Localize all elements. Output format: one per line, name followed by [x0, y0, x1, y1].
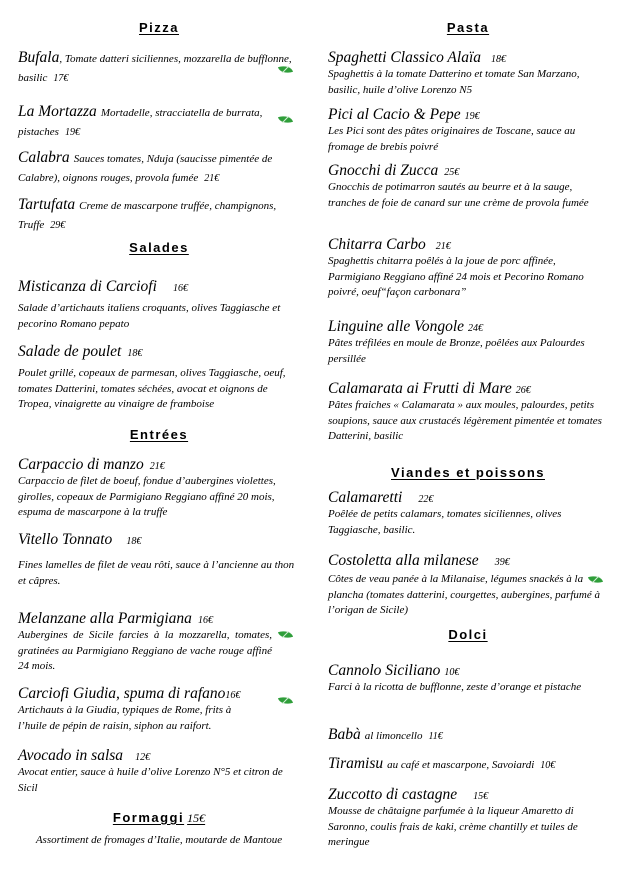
item-name: Calabra: [18, 149, 70, 166]
section-title-salades: Salades: [129, 240, 189, 255]
item-desc: Pâtes fraiches « Calamarata » aux moules, palourdes, petits soupions, sauce aux crustacés légèrement pimentée et tomates Datterini, basilic: [328, 399, 602, 442]
item-desc: Salade d’artichauts italiens croquants, olives Taggiasche et pecorino Romano pepato: [18, 302, 281, 330]
item-desc: Creme de mascarpone truffée, champignons, Truffe: [18, 200, 277, 231]
item-desc: Les Pici sont des pâtes originaires de Toscane, sauce au fromage de brebis poivré: [328, 125, 576, 153]
menu-item: [328, 785, 608, 851]
section-title-viandes: Viandes et poissons: [391, 465, 545, 480]
menu-item: [18, 455, 300, 521]
item-name: Carpaccio di manzo: [18, 456, 144, 473]
item-price: 12€: [135, 752, 151, 763]
item-price: 39€: [494, 557, 510, 568]
menu-item: [328, 317, 608, 367]
item-name: Spaghetti Classico Alaïa: [328, 49, 481, 66]
menu-item: [328, 754, 608, 773]
formaggi-title: Formaggi: [112, 810, 185, 825]
item-price: 16€: [172, 283, 188, 294]
menu-item: [328, 488, 608, 538]
menu-item: [18, 530, 300, 589]
item-name: Calamaretti: [328, 489, 403, 506]
item-name: Cannolo Siciliano: [328, 662, 441, 679]
item-price: 16€: [225, 690, 241, 701]
item-name: La Mortazza: [18, 103, 97, 120]
item-desc: Mortadelle, stracciatella de burrata, pistaches: [18, 107, 263, 138]
menu-item: [18, 102, 300, 140]
item-name: Misticanza di Carciofi: [18, 278, 157, 295]
item-price: 21€: [435, 241, 451, 252]
menu-item: [328, 661, 608, 696]
menu-item: [18, 277, 300, 332]
item-desc: Mousse de châtaigne parfumée à la liqueur Amaretto di Saronno, coulis frais de kaki, crème chantilly et tuiles de meringue: [328, 805, 578, 848]
item-desc: Spaghettis chitarra poêlés à la joue de porc affinée, Parmigiano Reggiano affiné 24 mois et Pecorino Romano poivré, oeuf“façon carbonara”: [328, 255, 584, 298]
section-title-dolci: Dolci: [448, 627, 488, 642]
menu-item: [328, 725, 608, 744]
section-title-formaggi: [18, 810, 300, 826]
item-desc: Artichauts à la Giudia, typiques de Rome, frits à l’huile de pépin de raisin, siphon au raifort.: [18, 704, 232, 732]
item-desc: Gnocchis de potimarron sautés au beurre et à la sauge, tranches de foie de canard sur une crème de provola fumée: [328, 181, 589, 209]
item-desc: Poêlée de petits calamars, tomates siciliennes, olives Taggiasche, basilic.: [328, 508, 562, 536]
menu-item: [328, 105, 608, 155]
item-name: Tiramisu: [328, 755, 384, 772]
section-title-entrees: Entrées: [129, 427, 189, 442]
menu-item: [328, 48, 608, 98]
item-name: Melanzane alla Parmigiana: [18, 610, 192, 627]
item-name: Babà: [328, 726, 361, 743]
item-name: Chitarra Carbo: [328, 236, 426, 253]
item-price: 29€: [50, 219, 66, 231]
item-price: 15€: [473, 791, 489, 802]
item-name: Bufala: [18, 49, 60, 66]
item-name: Tartufata: [18, 196, 76, 213]
item-desc: Fines lamelles de filet de veau rôti, sauce à l’ancienne au thon et câpres.: [18, 559, 295, 587]
item-name: Avocado in salsa: [18, 747, 124, 764]
item-desc: al limoncello: [364, 730, 423, 742]
menu-item: [328, 379, 608, 445]
item-price: 25€: [444, 167, 460, 178]
item-name: Costoletta alla milanese: [328, 552, 479, 569]
item-price: 26€: [515, 385, 531, 396]
item-desc: Spaghettis à la tomate Datterino et tomate San Marzano, basilic, huile d’olive Lorenzo N5: [328, 68, 580, 96]
menu-item: [328, 161, 608, 211]
section-title-pizza: Pizza: [138, 20, 179, 35]
item-desc: Farci à la ricotta de bufflonne, zeste d’orange et pistache: [328, 681, 582, 693]
item-name: Salade de poulet: [18, 343, 122, 360]
item-desc: Avocat entier, sauce à huile d’olive Lorenzo N°5 et citron de Sicil: [18, 766, 283, 794]
item-price: 21€: [204, 172, 220, 184]
item-desc: au café et mascarpone, Savoiardi: [387, 759, 535, 771]
item-desc: Côtes de veau panée à la Milanaise, légumes snackés à la plancha (tomates datterini, courgettes, aubergines, parfumé à l’origan de Sicile): [328, 573, 601, 616]
item-desc: Carpaccio de filet de boeuf, fondue d’aubergines violettes, girolles, copeaux de Parmigiano Reggiano affiné 20 mois, espuma de mascarpone à la truffe: [18, 475, 276, 518]
item-name: Calamarata ai Frutti di Mare: [328, 380, 512, 397]
item-name: Gnocchi di Zucca: [328, 162, 439, 179]
section-title-pasta: Pasta: [446, 20, 490, 35]
menu-item: [18, 195, 300, 233]
item-price: 10€: [444, 667, 460, 678]
item-price: 21€: [149, 461, 165, 472]
item-desc: Aubergines de Sicile farcies à la mozzarella, tomates, gratinées au Parmigiano Reggiano de vache rouge affiné 24 mois.: [18, 629, 272, 672]
item-desc: Sauces tomates, Nduja (saucisse pimentée de Calabre), oignons rouges, provola fumée: [18, 153, 273, 184]
item-price: 19€: [64, 126, 80, 138]
item-price: 22€: [418, 494, 434, 505]
item-name: Pici al Cacio & Pepe: [328, 106, 461, 123]
menu-item: [18, 609, 272, 675]
item-desc: , Tomate datteri siciliennes, mozzarella de bufflonne, basilic: [18, 53, 292, 84]
vegetarian-leaf-icon: [278, 694, 293, 707]
menu-item: [18, 48, 300, 86]
item-name: Carciofi Giudia, spuma di rafano: [18, 685, 226, 702]
item-desc: Pâtes tréfilées en moule de Bronze, poêlées aux Palourdes persillée: [328, 337, 585, 365]
menu-item: [328, 235, 608, 301]
item-price: 19€: [464, 111, 480, 122]
item-price: 16€: [197, 615, 213, 626]
item-price: 10€: [540, 760, 556, 771]
item-name: Linguine alle Vongole: [328, 318, 465, 335]
vegetarian-leaf-icon: [278, 628, 293, 641]
formaggi-desc-row: [18, 830, 300, 849]
item-price: 24€: [468, 323, 484, 334]
menu-item: [18, 342, 300, 413]
menu-item: [18, 148, 300, 186]
menu-item: [18, 746, 300, 796]
formaggi-price: 15€: [187, 811, 206, 825]
item-price: 18€: [491, 54, 506, 65]
item-name: Zuccotto di castagne: [328, 786, 458, 803]
item-desc: Poulet grillé, copeaux de parmesan, olives Taggiasche, oeuf, tomates Datterini, tomates séchées, avocat et oignons de Tropea, vinaigrette au vinaigre de framboise: [18, 367, 286, 410]
item-price: 18€: [127, 348, 143, 359]
menu-item: [18, 684, 270, 734]
item-price: 17€: [53, 72, 69, 84]
menu-item: [328, 551, 608, 619]
item-price: 11€: [428, 731, 443, 742]
item-desc: Assortiment de fromages d’Italie, moutarde de Mantoue: [35, 834, 283, 846]
item-price: 18€: [126, 536, 142, 547]
item-name: Vitello Tonnato: [18, 531, 113, 548]
